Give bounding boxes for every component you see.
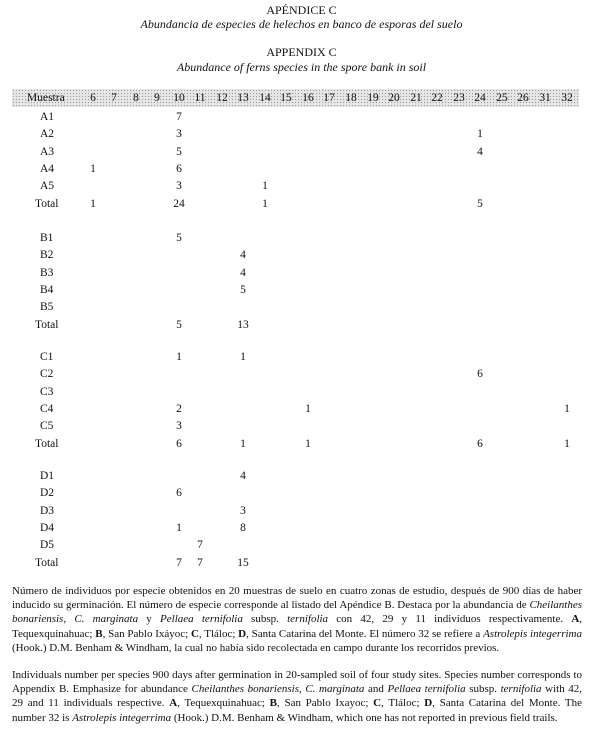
species-name: Astrolepis integerrima [483,627,582,640]
column-header-species: 15 [280,92,292,104]
sample-label: B4 [40,283,54,296]
note-text: , Tláloc; [198,627,239,640]
count-cell: 8 [240,521,246,534]
note-text: y [138,613,161,626]
column-header-species: 22 [431,92,443,104]
sample-label: D5 [40,539,55,552]
total-row-label: Total [35,437,59,450]
count-cell: 7 [176,111,182,123]
count-cell: 6 [176,437,182,450]
sample-label: A5 [40,180,55,193]
count-cell: 1 [176,521,182,534]
sample-label: A1 [40,111,55,123]
count-cell: 2 [176,402,182,415]
column-header-species: 18 [345,92,357,104]
sample-label: C2 [40,368,54,381]
site-code: C [190,627,199,640]
count-cell: 1 [262,180,268,193]
count-cell: 4 [240,266,246,279]
sample-label: B3 [40,266,54,279]
sample-label: A3 [40,145,55,158]
count-cell: 1 [90,197,96,210]
count-cell: 5 [176,145,182,158]
sample-label: C4 [40,402,54,415]
sample-label: B5 [40,301,54,314]
count-cell: 1 [564,437,570,450]
note-text: and [364,683,388,696]
note-text: Número de individuos por especie obtenidos en 20 muestras de suelo en cuatro zonas de estudio, después de 900 días de haber inducido su germinación. El número de especie corresponde al listado del Apéndice B. Destaca por la abundancia de [12,585,582,612]
column-header-species: 16 [302,92,314,104]
count-cell: 1 [564,402,570,415]
note-text: with 42, 29 and 11 individuals respective. [12,683,583,710]
sample-label: C1 [40,351,54,363]
note-text: Individuals number per species 900 days after germination in 20-sampled soil of four study sites. Species number corresponds to Appendix B. Emphasize for abundance [12,669,582,696]
column-header-muestra: Muestra [27,92,65,104]
species-name: Pellaea ternifolia [387,683,466,696]
note-text: , Tequexquinahuac; [177,697,270,710]
count-cell: 6 [477,437,483,450]
site-code: B [269,697,277,710]
sample-label: A4 [40,162,55,175]
count-cell: 5 [176,318,182,331]
count-cell: 1 [240,351,246,363]
count-cell: 7 [197,539,203,552]
count-cell: 5 [176,232,182,244]
column-header-species: 19 [367,92,379,104]
column-header-species: 9 [154,92,160,104]
species-name: ternifolia [500,683,542,696]
sample-label: D2 [40,487,55,500]
note-text: , Tláloc; [381,697,425,710]
species-name: Pellaea ternifolia [160,613,243,626]
column-header-species: 32 [561,92,573,104]
count-cell: 7 [176,556,182,569]
column-header-species: 20 [388,92,400,104]
site-code: A [571,613,580,626]
sample-label: C3 [40,385,54,398]
count-cell: 1 [305,437,311,450]
count-cell: 6 [477,368,483,381]
count-cell: 3 [176,128,182,141]
note-text: , San Pablo Ixáyoc; [102,627,191,640]
count-cell: 1 [262,197,268,210]
total-row-label: Total [35,197,59,210]
column-header-species: 23 [453,92,465,104]
count-cell: 4 [477,145,483,158]
note-text: con 42, 29 y 11 individuos respectivamente. [328,613,572,626]
column-header-species: 12 [216,92,228,104]
note-en [12,668,582,725]
sample-label: D1 [40,470,55,482]
count-cell: 1 [477,128,483,141]
site-code: D [424,697,433,710]
note-text: , [298,683,306,696]
species-name: Cheilanthes bonariensis [12,599,582,626]
sample-label: D3 [40,504,55,517]
column-header-species: 24 [474,92,486,104]
column-header-species: 8 [133,92,139,104]
count-cell: 5 [477,197,483,210]
column-header-species: 13 [237,92,249,104]
count-cell: 7 [197,556,203,569]
total-row-label: Total [35,556,59,569]
column-header-species: 11 [194,92,206,104]
species-name: C. marginata [74,613,139,626]
count-cell: 5 [240,283,246,296]
sample-label: D4 [40,521,55,534]
count-cell: 3 [240,504,246,517]
appendix-subtitle-es: Abundancia de especies de helechos en banco de esporas del suelo [140,17,463,31]
site-code: A [169,697,178,710]
column-header-species: 21 [410,92,422,104]
count-cell: 3 [176,180,182,193]
count-cell: 13 [237,318,249,331]
column-header-species: 6 [90,92,96,104]
appendix-subtitle-en: Abundance of ferns species in the spore bank in soil [176,60,427,74]
note-text: , Santa Catarina del Monte. El número 32 se refiere a [246,627,484,640]
column-header-species: 31 [539,92,551,104]
column-header-species: 17 [323,92,335,104]
count-cell: 6 [176,487,182,500]
total-row-label: Total [35,318,59,331]
note-es [12,584,582,655]
species-name: ternifolia [287,613,329,626]
count-cell: 3 [176,420,182,433]
column-header-species: 14 [259,92,271,104]
note-text: , Tequexquinahuac; [12,613,583,640]
column-header-species: 26 [517,92,529,104]
sample-label: B2 [40,249,54,262]
note-text: , [63,613,75,626]
column-header-species: 25 [496,92,508,104]
note-text: , San Pablo Ixayoc; [277,697,374,710]
count-cell: 4 [240,470,246,482]
species-name: C. marginata [305,683,365,696]
count-cell: 1 [90,162,96,175]
note-text: (Hook.) D.M. Benham & Windham, la cual no había sido recolectada en campo durante los recorridos previos. [12,641,500,654]
species-name: Astrolepis integerrima [72,711,172,724]
site-code: B [95,627,103,640]
count-cell: 6 [176,162,182,175]
sample-label: C5 [40,420,54,433]
count-cell: 1 [305,402,311,415]
note-text: , Santa Catarina del Monte. The number 32 is [12,697,582,724]
note-text: (Hook.) D.M. Benham & Windham, which one has not reported in previous field trails. [171,711,558,724]
appendix-title-es: APÉNDICE C [266,3,337,17]
note-text: subsp. [465,683,501,696]
count-cell: 24 [173,197,185,210]
column-header-species: 10 [173,92,185,104]
sample-label: A2 [40,128,55,141]
appendix-title-en: APPENDIX C [266,45,337,59]
note-text: subsp. [242,613,288,626]
count-cell: 4 [240,249,246,262]
count-cell: 1 [240,437,246,450]
sample-label: B1 [40,232,54,244]
site-code: C [373,697,382,710]
site-code: D [238,627,247,640]
count-cell: 15 [237,556,249,569]
column-header-species: 7 [111,92,117,104]
species-name: Cheilanthes bonariensis [191,683,299,696]
count-cell: 1 [176,351,182,363]
